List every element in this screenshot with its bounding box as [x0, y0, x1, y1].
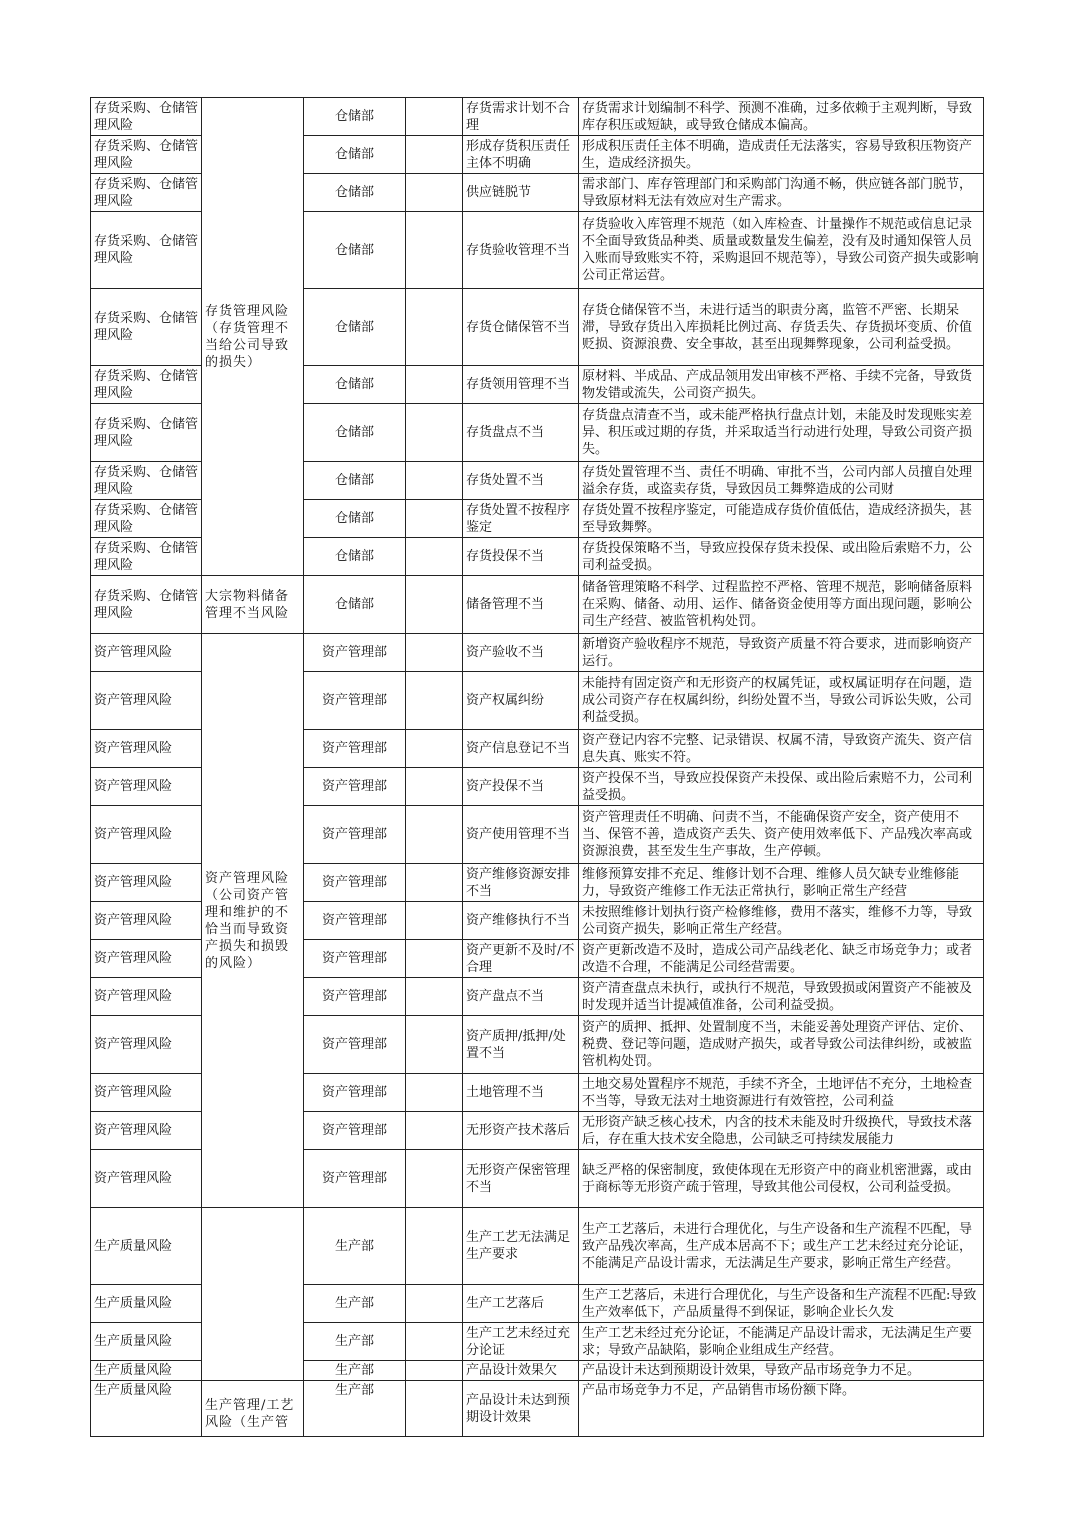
blank-cell [406, 1361, 463, 1381]
risk-type-cell: 存货采购、仓储管理风险 [91, 212, 202, 289]
blank-cell [406, 978, 463, 1016]
department-cell: 资产管理部 [304, 634, 406, 672]
department-cell: 资产管理部 [304, 672, 406, 730]
risk-name-cell: 生产工艺无法满足生产要求 [463, 1208, 579, 1285]
blank-cell [406, 768, 463, 806]
blank-cell [406, 1285, 463, 1323]
blank-cell [406, 136, 463, 174]
department-cell: 资产管理部 [304, 1112, 406, 1150]
risk-type-cell: 生产质量风险 [91, 1323, 202, 1361]
risk-description-cell: 存货验收入库管理不规范（如入库检查、计量操作不规范或信息记录不全面导致货品种类、质量或数量发生偏差，没有及时通知保管人员入账而导致账实不符，采购退回不规范等），导致公司资产损失或影响公司正常运营。 [579, 212, 984, 289]
risk-type-cell: 资产管理风险 [91, 634, 202, 672]
blank-cell [406, 366, 463, 404]
risk-name-cell: 生产工艺未经过充分论证 [463, 1323, 579, 1361]
blank-cell [406, 1150, 463, 1208]
risk-type-cell: 资产管理风险 [91, 1074, 202, 1112]
risk-type-cell: 存货采购、仓储管理风险 [91, 136, 202, 174]
risk-name-cell: 存货仓储保管不当 [463, 289, 579, 366]
risk-type-cell: 资产管理风险 [91, 806, 202, 864]
risk-type-cell: 资产管理风险 [91, 864, 202, 902]
risk-description-cell: 资产登记内容不完整、记录错误、权属不清，导致资产流失、资产信息失真、账实不符。 [579, 730, 984, 768]
risk-name-cell: 存货领用管理不当 [463, 366, 579, 404]
department-cell: 资产管理部 [304, 806, 406, 864]
risk-name-cell: 产品设计未达到预期设计效果 [463, 1381, 579, 1437]
risk-description-cell: 新增资产验收程序不规范，导致资产质量不符合要求，进而影响资产运行。 [579, 634, 984, 672]
risk-type-cell: 存货采购、仓储管理风险 [91, 366, 202, 404]
risk-name-cell: 存货验收管理不当 [463, 212, 579, 289]
department-cell: 生产部 [304, 1381, 406, 1437]
department-cell: 仓储部 [304, 98, 406, 136]
risk-description-cell: 未能持有固定资产和无形资产的权属凭证，或权属证明存在问题，造成公司资产存在权属纠纷，纠纷处置不当，导致公司诉讼失败，公司利益受损。 [579, 672, 984, 730]
risk-name-cell: 资产盘点不当 [463, 978, 579, 1016]
risk-type-cell: 资产管理风险 [91, 1150, 202, 1208]
department-cell: 仓储部 [304, 366, 406, 404]
risk-type-cell: 资产管理风险 [91, 730, 202, 768]
blank-cell [406, 576, 463, 634]
risk-description-cell: 存货仓储保管不当，未进行适当的职责分离，监管不严密、长期呆滞，导致存货出入库损耗比例过高、存货丢失、存货损坏变质、价值贬损、资源浪费、安全事故，甚至出现舞弊现象，公司利益受损。 [579, 289, 984, 366]
department-cell: 资产管理部 [304, 978, 406, 1016]
blank-cell [406, 634, 463, 672]
blank-cell [406, 174, 463, 212]
risk-type-cell: 资产管理风险 [91, 940, 202, 978]
department-cell: 资产管理部 [304, 864, 406, 902]
department-cell: 生产部 [304, 1208, 406, 1285]
department-cell: 资产管理部 [304, 1016, 406, 1074]
blank-cell [406, 289, 463, 366]
department-cell: 仓储部 [304, 289, 406, 366]
risk-type-cell: 存货采购、仓储管理风险 [91, 538, 202, 576]
risk-name-cell: 供应链脱节 [463, 174, 579, 212]
department-cell: 资产管理部 [304, 1150, 406, 1208]
risk-name-cell: 储备管理不当 [463, 576, 579, 634]
risk-description-cell: 资产的质押、抵押、处置制度不当，未能妥善处理资产评估、定价、税费、登记等问题，造成财产损失，或者导致公司法律纠纷，或被监管机构处罚。 [579, 1016, 984, 1074]
blank-cell [406, 806, 463, 864]
blank-cell [406, 1112, 463, 1150]
risk-name-cell: 无形资产保密管理不当 [463, 1150, 579, 1208]
risk-description-cell: 维修预算安排不充足、维修计划不合理、维修人员欠缺专业维修能力，导致资产维修工作无法正常执行，影响正常生产经营 [579, 864, 984, 902]
risk-description-cell: 需求部门、库存管理部门和采购部门沟通不畅，供应链各部门脱节，导致原材料无法有效应对生产需求。 [579, 174, 984, 212]
department-cell: 资产管理部 [304, 730, 406, 768]
risk-category-cell: 大宗物料储备管理不当风险 [202, 576, 304, 634]
department-cell: 生产部 [304, 1285, 406, 1323]
blank-cell [406, 1016, 463, 1074]
table-row [91, 576, 984, 634]
blank-cell [406, 1074, 463, 1112]
blank-cell [406, 404, 463, 462]
risk-type-cell: 存货采购、仓储管理风险 [91, 462, 202, 500]
risk-name-cell: 存货处置不按程序鉴定 [463, 500, 579, 538]
department-cell: 资产管理部 [304, 940, 406, 978]
risk-type-cell: 资产管理风险 [91, 978, 202, 1016]
risk-description-cell: 存货盘点清查不当，或未能严格执行盘点计划，未能及时发现账实差异、积压或过期的存货，并采取适当行动进行处理，导致公司资产损失。 [579, 404, 984, 462]
risk-type-cell: 资产管理风险 [91, 672, 202, 730]
risk-type-cell: 存货采购、仓储管理风险 [91, 500, 202, 538]
risk-table [90, 97, 984, 1437]
risk-name-cell: 土地管理不当 [463, 1074, 579, 1112]
risk-name-cell: 存货投保不当 [463, 538, 579, 576]
department-cell: 生产部 [304, 1361, 406, 1381]
risk-description-cell: 未按照维修计划执行资产检修维修，费用不落实，维修不力等，导致公司资产损失，影响正常生产经营。 [579, 902, 984, 940]
risk-type-cell: 生产质量风险 [91, 1381, 202, 1437]
risk-type-cell: 存货采购、仓储管理风险 [91, 576, 202, 634]
department-cell: 资产管理部 [304, 902, 406, 940]
department-cell: 仓储部 [304, 462, 406, 500]
risk-name-cell: 资产使用管理不当 [463, 806, 579, 864]
risk-description-cell: 产品市场竞争力不足，产品销售市场份额下降。 [579, 1381, 984, 1437]
risk-description-cell: 形成积压责任主体不明确，造成责任无法落实，容易导致积压物资产生，造成经济损失。 [579, 136, 984, 174]
department-cell: 资产管理部 [304, 768, 406, 806]
risk-category-cell: 生产管理/工艺风险（生产管 [202, 1381, 304, 1437]
department-cell: 仓储部 [304, 174, 406, 212]
risk-description-cell: 存货需求计划编制不科学、预测不准确，过多依赖于主观判断，导致库存积压或短缺，或导致仓储成本偏高。 [579, 98, 984, 136]
department-cell: 仓储部 [304, 404, 406, 462]
blank-cell [406, 1381, 463, 1437]
blank-cell [406, 1208, 463, 1285]
blank-cell [406, 212, 463, 289]
risk-description-cell: 存货处置不按程序鉴定，可能造成存货价值低估，造成经济损失，甚至导致舞弊。 [579, 500, 984, 538]
risk-description-cell: 资产管理责任不明确、问责不当，不能确保资产安全，资产使用不当、保管不善，造成资产丢失、资产使用效率低下、产品残次率高或资源浪费，甚至发生生产事故，生产停顿。 [579, 806, 984, 864]
blank-cell [406, 672, 463, 730]
risk-type-cell: 存货采购、仓储管理风险 [91, 174, 202, 212]
risk-category-cell: 资产管理风险（公司资产管理和维护的不恰当而导致资产损失和损毁的风险） [202, 634, 304, 1208]
department-cell: 仓储部 [304, 538, 406, 576]
blank-cell [406, 98, 463, 136]
risk-type-cell: 资产管理风险 [91, 1112, 202, 1150]
risk-description-cell: 缺乏严格的保密制度，致使体现在无形资产中的商业机密泄露，或由于商标等无形资产疏于管理，导致其他公司侵权，公司利益受损。 [579, 1150, 984, 1208]
risk-category-cell: 存货管理风险（存货管理不当给公司导致的损失） [202, 98, 304, 576]
table-row [91, 1381, 984, 1437]
risk-name-cell: 资产投保不当 [463, 768, 579, 806]
risk-description-cell: 产品设计未达到预期设计效果，导致产品市场竞争力不足。 [579, 1361, 984, 1381]
risk-name-cell: 资产权属纠纷 [463, 672, 579, 730]
risk-name-cell: 资产维修资源安排不当 [463, 864, 579, 902]
risk-name-cell: 存货处置不当 [463, 462, 579, 500]
blank-cell [406, 462, 463, 500]
blank-cell [406, 730, 463, 768]
risk-description-cell: 存货投保策略不当，导致应投保存货未投保、或出险后索赔不力，公司利益受损。 [579, 538, 984, 576]
risk-name-cell: 资产更新不及时/不合理 [463, 940, 579, 978]
risk-name-cell: 无形资产技术落后 [463, 1112, 579, 1150]
risk-type-cell: 存货采购、仓储管理风险 [91, 289, 202, 366]
table-row [91, 1208, 984, 1285]
blank-cell [406, 940, 463, 978]
blank-cell [406, 902, 463, 940]
risk-type-cell: 生产质量风险 [91, 1285, 202, 1323]
risk-type-cell: 资产管理风险 [91, 902, 202, 940]
risk-type-cell: 生产质量风险 [91, 1208, 202, 1285]
risk-description-cell: 无形资产缺乏核心技术，内含的技术未能及时升级换代，导致技术落后，存在重大技术安全隐患，公司缺乏可持续发展能力 [579, 1112, 984, 1150]
risk-name-cell: 形成存货积压责任主体不明确 [463, 136, 579, 174]
risk-description-cell: 资产更新改造不及时，造成公司产品线老化、缺乏市场竞争力；或者改造不合理，不能满足公司经营需要。 [579, 940, 984, 978]
table-row [91, 634, 984, 672]
department-cell: 仓储部 [304, 576, 406, 634]
department-cell: 仓储部 [304, 500, 406, 538]
risk-type-cell: 存货采购、仓储管理风险 [91, 98, 202, 136]
risk-description-cell: 储备管理策略不科学、过程监控不严格、管理不规范，影响储备原料在采购、储备、动用、运作、储备资金使用等方面出现问题，影响公司生产经营、被监管机构处罚。 [579, 576, 984, 634]
risk-description-cell: 生产工艺落后，未进行合理优化，与生产设备和生产流程不匹配，导致产品残次率高，生产成本居高不下；或生产工艺未经过充分论证，不能满足产品设计需求，无法满足生产要求，影响正常生产经营。 [579, 1208, 984, 1285]
risk-type-cell: 存货采购、仓储管理风险 [91, 404, 202, 462]
risk-description-cell: 原材料、半成品、产成品领用发出审核不严格、手续不完备，导致货物发错或流失，公司资产损失。 [579, 366, 984, 404]
risk-name-cell: 资产验收不当 [463, 634, 579, 672]
risk-name-cell: 存货需求计划不合理 [463, 98, 579, 136]
department-cell: 仓储部 [304, 136, 406, 174]
risk-type-cell: 资产管理风险 [91, 1016, 202, 1074]
risk-description-cell: 土地交易处置程序不规范，手续不齐全，土地评估不充分，土地检查不当等，导致无法对土地资源进行有效管控，公司利益 [579, 1074, 984, 1112]
risk-description-cell: 资产清查盘点未执行，或执行不规范，导致毁损或闲置资产不能被及时发现并适当计提减值准备，公司利益受损。 [579, 978, 984, 1016]
risk-category-cell [202, 1208, 304, 1381]
blank-cell [406, 538, 463, 576]
risk-description-cell: 存货处置管理不当、责任不明确、审批不当，公司内部人员擅自处理溢余存货，或盗卖存货，导致因员工舞弊造成的公司财 [579, 462, 984, 500]
table-row [91, 98, 984, 136]
risk-name-cell: 生产工艺落后 [463, 1285, 579, 1323]
department-cell: 仓储部 [304, 212, 406, 289]
risk-name-cell: 产品设计效果欠 [463, 1361, 579, 1381]
risk-description-cell: 资产投保不当，导致应投保资产未投保、或出险后索赔不力，公司利益受损。 [579, 768, 984, 806]
risk-name-cell: 资产信息登记不当 [463, 730, 579, 768]
risk-type-cell: 生产质量风险 [91, 1361, 202, 1381]
risk-name-cell: 资产维修执行不当 [463, 902, 579, 940]
risk-description-cell: 生产工艺未经过充分论证，不能满足产品设计需求，无法满足生产要求；导致产品缺陷，影响企业组成生产经营。 [579, 1323, 984, 1361]
risk-description-cell: 生产工艺落后，未进行合理优化，与生产设备和生产流程不匹配:导致生产效率低下，产品质量得不到保证，影响企业长久发 [579, 1285, 984, 1323]
blank-cell [406, 1323, 463, 1361]
risk-type-cell: 资产管理风险 [91, 768, 202, 806]
blank-cell [406, 500, 463, 538]
department-cell: 生产部 [304, 1323, 406, 1361]
risk-name-cell: 存货盘点不当 [463, 404, 579, 462]
risk-name-cell: 资产质押/抵押/处置不当 [463, 1016, 579, 1074]
department-cell: 资产管理部 [304, 1074, 406, 1112]
blank-cell [406, 864, 463, 902]
